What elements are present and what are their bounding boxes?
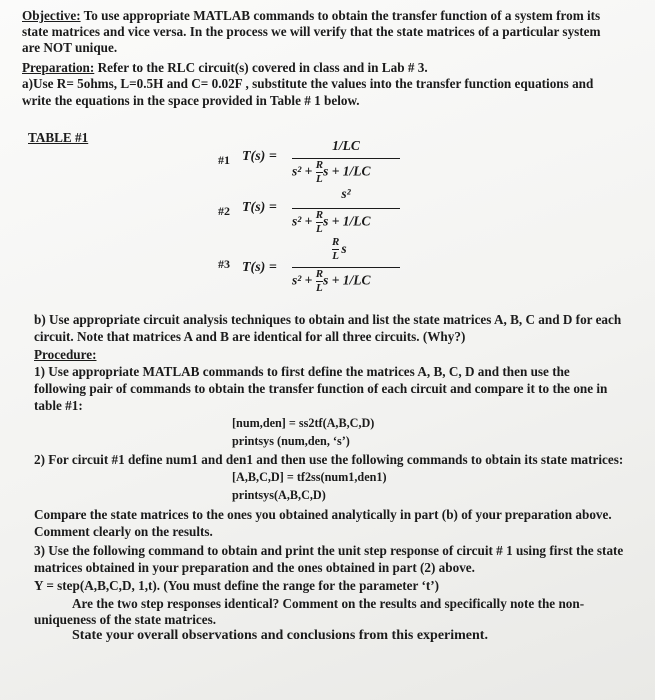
objective-label: Objective:: [22, 8, 81, 23]
command-printsys-num-den: printsys (num,den, ‘s’): [232, 434, 350, 448]
eq3-numerator: $\frac{R}{L}$ s: [332, 236, 347, 262]
eq1-number: #1: [218, 153, 230, 167]
eq3-fraction-bar: [292, 267, 400, 268]
part-b-line-1: b) Use appropriate circuit analysis techniques to obtain and list the state matrices A, B, C and D for each: [34, 312, 622, 327]
eq2-lhs: T(s) =: [242, 200, 277, 215]
eq2-r-over-l: $\frac{R}{L}$: [315, 209, 324, 235]
objective-line-2: state matrices and vice versa. In the process we will verify that the state matrices of a particular system: [22, 24, 601, 39]
eq1-fraction-bar: [292, 158, 400, 159]
eq1-denominator: s² + $\frac{R}{L}$ s + 1/LC: [292, 159, 371, 185]
part-b-line-2: circuit. Note that matrices A and B are identical for all three circuits. (Why?): [34, 329, 466, 344]
table-title: TABLE #1: [28, 130, 89, 145]
step1-line-2: following pair of commands to obtain the transfer function of each circuit and compare it to the one in: [34, 381, 608, 396]
command-printsys-abcd: printsys(A,B,C,D): [232, 488, 326, 502]
step1-line-3: table #1:: [34, 398, 83, 413]
eq1-numerator: 1/LC: [332, 138, 360, 153]
eq1-r-over-l: $\frac{R}{L}$: [315, 159, 324, 185]
step3-line-2: matrices obtained in your preparation and the ones obtained in part (2) above.: [34, 560, 475, 575]
part-a-line-1: a)Use R= 5ohms, L=0.5H and C= 0.02F , substitute the values into the transfer function equations and: [22, 76, 594, 91]
step3-line-3: Y = step(A,B,C,D, 1,t). (You must define the range for the parameter ‘t’): [34, 578, 440, 593]
identical-line-1: Are the two step responses identical? Comment on the results and specifically note the non-: [72, 596, 585, 611]
eq3-number: #3: [218, 257, 230, 271]
objective-line-3: are NOT unique.: [22, 40, 118, 55]
command-tf2ss: [A,B,C,D] = tf2ss(num1,den1): [232, 470, 387, 484]
objective-line-1: Objective: To use appropriate MATLAB commands to obtain the transfer function of a system from its: [22, 8, 601, 23]
eq2-numerator: s²: [341, 186, 351, 201]
preparation-label: Preparation:: [22, 60, 95, 75]
procedure-label: Procedure:: [34, 347, 97, 362]
identical-line-2: uniqueness of the state matrices.: [34, 612, 217, 627]
eq2-denominator: s² + $\frac{R}{L}$ s + 1/LC: [292, 209, 371, 235]
preparation-line-1: Preparation: Refer to the RLC circuit(s) covered in class and in Lab # 3.: [22, 60, 428, 75]
eq3-lhs: T(s) =: [242, 260, 277, 275]
command-ss2tf: [num,den] = ss2tf(A,B,C,D): [232, 416, 375, 430]
compare-line-1: Compare the state matrices to the ones you obtained analytically in part (b) of your preparation above.: [34, 507, 612, 522]
eq3-num-r-over-l: $\frac{R}{L}$: [332, 236, 340, 262]
eq2-fraction-bar: [292, 208, 400, 209]
eq2-number: #2: [218, 204, 230, 218]
step3-line-1: 3) Use the following command to obtain and print the unit step response of circuit # 1 using first the state: [34, 543, 624, 558]
eq1-lhs: T(s) =: [242, 149, 277, 164]
eq3-denominator: s² + $\frac{R}{L}$ s + 1/LC: [292, 268, 371, 294]
part-a-line-2: write the equations in the space provided in Table # 1 below.: [22, 93, 360, 108]
step1-line-1: 1) Use appropriate MATLAB commands to first define the matrices A, B, C, D and then use the: [34, 364, 570, 379]
step2-line-1: 2) For circuit #1 define num1 and den1 and then use the following commands to obtain its state matrices:: [34, 452, 624, 467]
compare-line-2: Comment clearly on the results.: [34, 524, 213, 539]
eq3-r-over-l: $\frac{R}{L}$: [315, 268, 324, 294]
final-instruction: State your overall observations and conclusions from this experiment.: [72, 628, 488, 643]
